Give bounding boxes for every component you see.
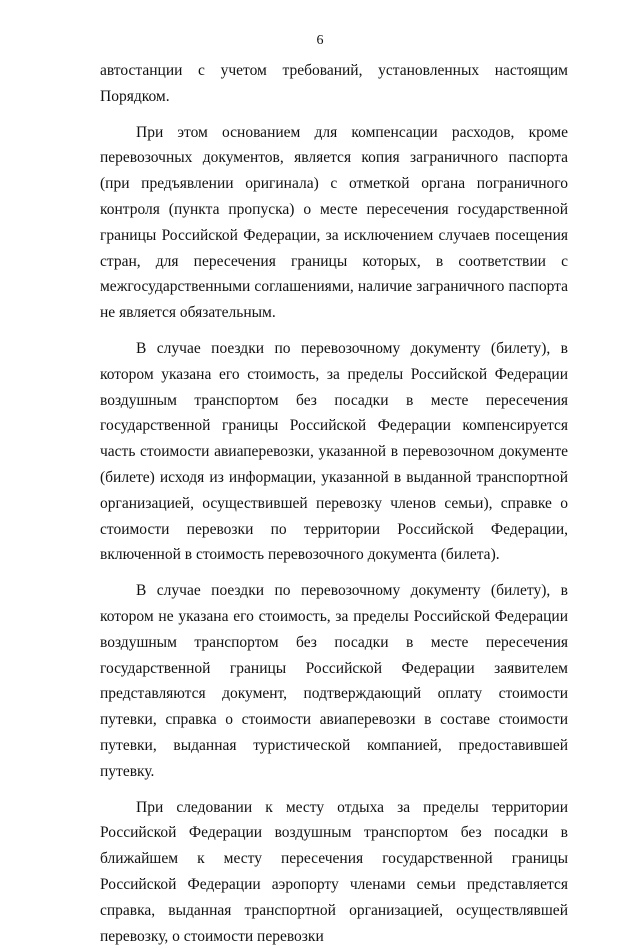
paragraph-nearest-airport: При следовании к месту отдыха за пределы территории Российской Федерации воздушным транспортом без посадки в ближайшем к месту пересечения государственной границы Российской Федерации аэропорту членами семьи представляется справка, выданная транспортной организацией, осуществлявшей перевозку, о стоимости перевозки [100, 798, 568, 945]
page-number: 6 [316, 33, 324, 48]
paragraph-ticket-without-price: В случае поездки по перевозочному документу (билету), в котором не указана его стоимость, за пределы Российской Федерации воздушным транспортом без посадки в месте пересечения государственной границы Российской Федерации заявителем представляются документ, подтверждающий оплату стоимости путевки, справка о стоимости авиаперевозки в составе стоимости путевки, выданная туристической компанией, предоставившей путевку. [100, 582, 568, 780]
paragraph-ticket-with-price: В случае поездки по перевозочному документу (билету), в котором указана его стоимость, за пределы Российской Федерации воздушным транспортом без посадки в месте пересечения государственной границы Российской Федерации компенсируется часть стоимости авиаперевозки, указанной в перевозочном документе (билете) исходя из информации, указанной в выданной транспортной организацией, осуществившей перевозку членов семьи), справке о стоимости перевозки по территории Российской Федерации, включенной в стоимость перевозочного документа (билета). [100, 339, 568, 564]
paragraph-continuation: автостанции с учетом требований, установленных настоящим Порядком. [100, 62, 568, 105]
document-body [100, 58, 568, 949]
paragraph-passport-requirement: При этом основанием для компенсации расходов, кроме перевозочных документов, является копия заграничного паспорта (при предъявлении оригинала) с отметкой органа пограничного контроля (пункта пропуска) о месте пересечения государственной границы Российской Федерации, за исключением случаев посещения стран, для пересечения границы которых, в соответствии с межгосударственными соглашениями, наличие заграничного паспорта не является обязательным. [100, 123, 568, 322]
